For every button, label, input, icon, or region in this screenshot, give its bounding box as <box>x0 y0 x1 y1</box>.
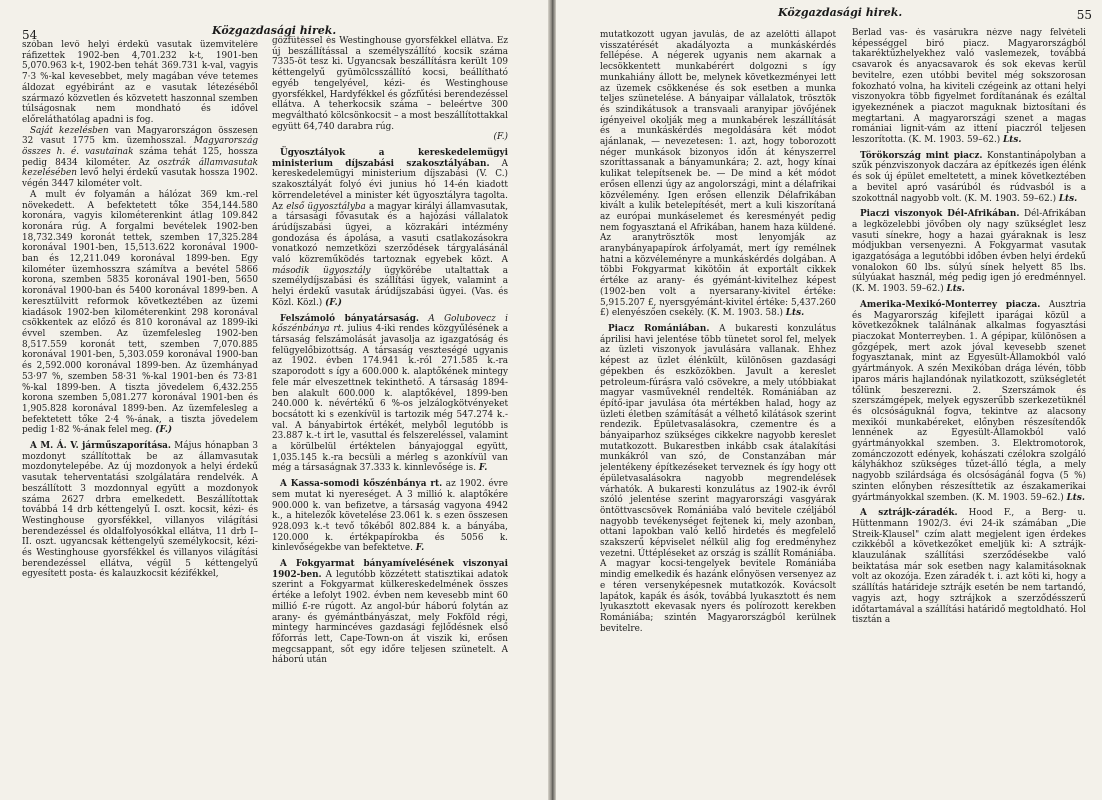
right-page-number: 55 <box>1076 8 1092 22</box>
paragraph: Piaczi viszonyok Dél-Afrikában. Dél-Afrikában a legközelebbi jövőben oly nagy szükséglet lesz vasuti sínekre, hogy a hazai gyáraknak is lesz módjukban versenyezni. A Fokgyarmat vasutak igazgatósága a legutóbbi időben évben helyi érdekű vonalokon 60 lbs. súlyú sínek helyett 85 lbs. súlyúakat használ, még pedig igen jó eredménnyel. (K. M. 1903. 59–62.) Lts. <box>852 209 1086 295</box>
left-page <box>0 0 548 800</box>
article <box>22 441 258 580</box>
article <box>852 151 1086 205</box>
article-title: Amerika-Mexikó-Monterrey piacza. <box>860 299 1041 310</box>
article <box>272 148 508 309</box>
article <box>272 314 508 475</box>
book-gutter <box>548 0 556 800</box>
paragraph: Amerika-Mexikó-Monterrey piacza. Ausztria és Magyarország kifejlett iparágai közül a következőknek találnának alkalmas fogyasztási piaczokat Monterreyben. 1. A gépipar, különösen a gőzgépek, mert azok jóval kevesebb szenet fogyasztanak, mint az Egyesült-Államokból való gyártmányok. A szén Mexikóban drága lévén, több iparos máris hajlandónak nyilatkozott, szükségletét tőlünk beszerezni. 2. Szerszámok és szerszámgépek, melyek egyszerűbb szerkezetüknél és olcsóságuknál fogva, tekintve az alacsony mexikói munkabéreket, előnyben részesítendők lennének az Egyesült-Államokból való gyártmányokkal szemben. 3. Elektromotorok, zománczozott edények, kohászati czélokra szolgáló kályhákhoz szükséges tűzet-álló tégla, a mely nagyobb szilárdsága és olcsóságánál fogva (5 %) szinten előnyben részesíttetik az északamerikai gyártmányokkal szemben. (K. M. 1903. 59–62.) Lts. <box>852 299 1086 503</box>
paragraph: Berlad vas- és vasárukra nézve nagy felvételi képességgel biró piacz. Magyarországból takaréktűzhelyekhez való vaslemezek, továbbá csavarok és anyacsavarok és sok ekevas kerül bevitelre, ezen utóbbi bevitel még sokszorosan fokozható volna, ha kiviteli czégeink az ottani helyi viszonyokra több figyelmet fordítanának és ezáltal igyekeznének a piaczot maguknak biztosítani és megtartani. A magyarországi szenet a magas romániai lignit-vám az ittení piaczról teljesen leszorította. (K. M. 1903. 59–62.) Lts. <box>852 28 1086 146</box>
article-title: A M. Á. V. járműszaporítása. <box>30 441 171 452</box>
right-column-1 <box>600 30 836 780</box>
article-title: Piacz Romániában. <box>608 323 710 334</box>
article-title: Törökország mint piacz. <box>860 150 983 161</box>
paragraph: A mult év folyamán a hálózat 369 km.-rel növekedett. A befektetett tőke 354,144.580 koronára, vagyis kilométerenkint átlag 109.842 koronára rúg. A forgalmi bevételek 1902-ben 18,732.349 koronát tettek, szemben 17,325.284 koronával 1901-ben, 15,513.622 koronával 1900-ban és 12,211.049 koronával 1899-ben. Egy kilométer üzemhosszra számítva a bevétel 5866 korona, szemben 5835 koronával 1901-ben, 5650 koronával 1900-ban és 5400 koronával 1899-ben. A keresztülvitt reformok következtében az üzemi kiadások 1902-ben kilométerenkint 298 koronával csökkentek az előző és 810 koronával az 1899-iki évvel szemben. Az üzemfelesleg 1902-ben 8,517.559 koronát tett, szemben 7,070.885 koronával 1901-ben, 5,303.059 koronával 1900-ban és 2,592.000 koronával 1899-ben. Az üzemhányad 53·97 %, szemben 58·31 %-kal 1901-ben és 73·81 %-kal 1899-ben. A tiszta jövedelem 6,432.255 korona szemben 5,081.277 koronával 1901-ben és 1,905.828 koronával 1899-ben. Az üzemfelesleg a befektetett tőke 2·4 %-ának, a tiszta jövedelem pedig 1·82 %-ának felel meg. (F.) <box>22 189 258 436</box>
article <box>852 508 1086 626</box>
right-page <box>556 0 1102 800</box>
paragraph: Törökország mint piacz. Konstantinápolyban a szűk pénzviszonyok daczára az építkezés igen élénk és sok új épület emeltetett, a minek következtében a bevitel apró vasárúból és rúdvasból is a szokottnál nagyobb volt. (K. M. 1903. 59–62.) Lts. <box>852 150 1086 204</box>
article-title: A sztrájk-záradék. <box>860 508 958 519</box>
left-page-number: 54 <box>22 28 38 42</box>
article-title: Felszámoló bányatársaság. <box>280 313 420 324</box>
paragraph: A M. Á. V. járműszaporítása. Május hónapban 3 mozdonyt szállítottak be az államvasutak mozdonytelepébe. Az új mozdonyok a helyi érdekű vasutak teherventatási szolgálatára rendelvék. A beszállított 3 mozdonnyal együtt a mozdonyok száma 2627 drbra emelkedett. Beszállítottak továbbá 14 drb kéttengelyű I. oszt. kocsit, kézi- és Westinghouse gyorsfékkel, villanyos világítási berendezéssel és oldalfolyosókkal ellátva, 11 drb I–II. oszt. ugyancsak kéttengelyű személykocsit, kézi- és Westinghouse gyorsfékkel és villanyos világítási berendezéssel ellátva, végül 5 kéttengelyű egyesített posta- és kalauzkocsit kézifékkel, <box>22 441 258 580</box>
article-title: A Fokgyarmat bányamívelésének viszonyai 1902-ben. <box>272 559 508 580</box>
article-title: A Kassa-somodi kőszénbánya rt. <box>280 479 443 490</box>
paragraph: A sztrájk-záradék. Hood F., a Berg- u. Hüttenmann 1902/3. évi 24-ik számában „Die Streik-Klausel" czím alatt megjelent igen érdekes czikkéből a következőket emeljük ki: A sztrájk-klauzulának szállítási szerződésekbe való beiktatása már sok esetben nagy kalamitásoknak volt az okozója. Ezen záradék t. i. azt köti ki, hogy a szállítás határideje sztrájk esetén be nem tartandó, vagyis azt, hogy sztrájkok a szerződésszerű időtartamával a szállítási határidő megtoldható. Hol tisztán a <box>852 508 1086 626</box>
paragraph: Piacz Romániában. A bukaresti konzulátus áprilisi havi jelentése több tünetet sorol fel, melyek az üzleti viszonyok javulására vallanak. Ehhez képest az üzlet élénkült, különösen gazdasági gépekben és eszközökben. Javult a kereslet petroleum-fúrásra való csövekre, a mely utóbbiakat magyar vasműveknél rendelték. Romániában az építő-ipar javulása óta mértékben halad, hogy az üzleti életben számítását a vélhető kilátások szerint rendezik. Épületvasalásokra, czementre és a bányaiparhoz szükséges cikkekre nagyobb kereslet mutatkozott. Bukarestben inkább csak átalakítási munkákról van szó, de Constanzában már jelentékeny építkezéseket terveznek és így hogy ott épületvasalásokra nagyobb megrendelések várhatók. A bukaresti konzulátus az 1902-ik évről szóló jelentése szerint magyarországi vasgyárak öntöttvascsövek Romániába való bevitele czéljából nagyobb tevékenységet fejtenek ki, mely azonban, ottani lapokban való kellő hirdetés és megfelelő szakszerű képviselet nélkül alig fog eredményhez vezetni. Úttépléseket az ország is szállít Romániába. A magyar kocsi-tengelyek bevitele Romániába mindig emelkedik és hazánk előnyösen versenyez az e téren versenyképesnek mutatkozók. Kovácsolt lapátok, kapák és ásók, továbbá lyukasztott és nem lyukasztott ekevasak nyers és polírozott kerekben Romániába; szintén Magyarországból kerülnek bevitelre. <box>600 323 836 634</box>
article <box>852 300 1086 503</box>
paragraph: Felszámoló bányatársaság. A Golubovecz i kőszénbánya rt. julius 4-iki rendes közgyűlésének a társaság felszámolását javasolja az igazgatóság és felügyelőbizottság. A társaság veszteségé ugyanis az 1902. évben 174.941 k.-ról 271.585 k.-ra szaporodott s így a 600.000 k. alaptőkének mintegy fele már elveszettnek tekinthető. A társaság 1894-ben alakult 600.000 k. alaptőkével, 1899-ben 240.000 k. névértékű 6 %-os jelzálogkötvényeket bocsátott ki s ezenkívül is tartozik még 547.274 k.-val. A bányabirtok értékét, melyből legutóbb is 23.887 k.-t irt le, vasuttal és felszereléssel, valamint a körülbelül értéktelen bányajoggal együtt, 1,035.145 k.-ra becsüli a mérleg s azonkívül van még a társaságnak 37.333 k. kinnlevősége is. F. <box>272 313 508 474</box>
article <box>272 479 508 554</box>
paragraph: A Fokgyarmat bányamívelésének viszonyai 1902-ben. A legutóbb közzétett statisztikai adatok szerint a Fokgyarmat külkereskedelmének összes értéke a lefolyt 1902. évben nem kevesebb mint 60 millió £-re rúgott. Az angol-búr háború folytán az arany- és gyémántbányászat, mely Fokföld régi, mintegy harmincéves gazdasági fejlődésnek első főforrás lett, Cape-Town-on át viszik ki, erősen megcsappant, sőt egy időre teljesen szünetelt. A háború után <box>272 559 508 666</box>
right-running-head: Közgazdasági hirek. <box>778 6 903 19</box>
paragraph: szóban levő helyi érdekű vasutak üzemvitelére ráfizettek 1902-ben 4,701.232 k-t, 1901-ben 5,070.963 k-t, 1902-ben tehát 369.731 k-val, vagyis 7·3 %-kal kevesebbet, mely magában véve tetemes áldozat egyébiránt az e vasutak létezéséből származó közvetlen és közvetett haszonnal szemben túlságosnak nem mondható és idővel előreláthatólag apadni is fog. <box>22 40 258 125</box>
left-column-2 <box>272 36 508 786</box>
article-title: Piaczi viszonyok Dél-Afrikában. <box>860 209 1020 220</box>
left-page-header <box>0 20 548 42</box>
left-running-head: Közgazdasági hirek. <box>212 24 337 37</box>
article <box>852 209 1086 295</box>
article <box>600 324 836 634</box>
paragraph: Ügyosztályok a kereskedelemügyi ministerium díjszabási szakosztályában. A kereskedelemügyi ministerium díjszabási (V. C.) szakosztályát folyó évi junius hó 14-én kiadott körrendeletével a minister két ügyosztályra tagolta. Az első ügyosztályba a magyar királyi államvasutak, a társasági fővasutak és a hajózási vállalatok árúdíjszabási ügyei, a közrakári intézmény gondozása és ápolása, a vasuti csatlakozásokra vonatkozó nemzetközi szerződések tárgyalásánál való közreműködés tartoznak egyebek közt. A második ügyosztály ügykörébe utaltattak a személydíjszabási és szállítási ügyek, valamint a helyi érdekű vasutak árúdíjszabási ügyei. (Vas. és Közl. Közl.) (F.) <box>272 148 508 308</box>
paragraph: mutatkozott ugyan javulás, de az azelőtti állapot visszatérését akadályozta a munkáskérdés fellépése. A négerek ugyanis nem akarnak a lecsökkentett munkabérért dolgozni s így munkahiány állott be, melynek következményei lett az üzemek csökkenése és sok esetben a munka teljes szünetelése. A bányaipar vállalatok, trösztök és szindikátusok a transvaali aranyipar jövőjének igényeivel okolják meg a munkabérek leszállítását és a munkáskérdés megoldására két módot ajánlanak, — nevezetesen: 1. azt, hogy toborozott néger munkások bizonyos időn át kényszerrel szoríttassanak a bányamunkára; 2. azt, hogy kínai kulikat telepítsenek be. — De mind a két módot erősen ellenzi úgy az angolországi, mint a délafrikai közvélemény. Igen erősen ellenzik Délafrikában kivált a kulik betelepítését, mert a kuli kiszorítaná az európai munkáselemet és keresményét pedig nem fogyasztaná el Afrikában, hanem haza küldené. Az aranytrösztök most lenyomják az aranybányapapírok árfolyamát, mert így remélnek hatni a közvéleményre a munkáskérdés dolgában. A többi Fokgyarmat kikötőin át exportált cikkek értéke az arany- és gyémánt-kivitelhez képest (1902-ben volt a nyersarany-kivitel értéke: 5,915.207 £, nyersgyémánt-kivitel értéke: 5,437.260 £) elenyészően csekély. (K. M. 1903. 58.) Lts. <box>600 30 836 319</box>
article <box>272 559 508 666</box>
right-column-2 <box>852 28 1086 778</box>
paragraph: Saját kezelésben van Magyarországon összesen 32 vasut 1775 km. üzemhosszal. Magyarország összes h. é. vasutainak száma tehát 125, hossza pedig 8434 kilométer. Az osztrák államvasutak kezelésében levő helyi érdekű vasutak hossza 1902. végén 3447 kilométer volt. <box>22 125 258 190</box>
left-column-1 <box>22 40 258 790</box>
article-title: Ügyosztályok a kereskedelemügyi ministerium díjszabási szakosztályában. <box>272 148 508 169</box>
paragraph: gőzfűtéssel és Westinghouse gyorsfékkel ellátva. Ez új beszállítással a személyszállító kocsik száma 7335-öt tesz ki. Ugyancsak beszállításra került 109 kéttengelyű gyümölcsszállító kocsi, beállítható egyéb tengelyével, kézi- és Westinghouse gyorsfékkel, Hardyfékkel és gőzfűtési berendezéssel ellátva. A teherkocsik száma – beleértve 300 megváltható kölcsönkocsit – a most beszállítottakkal együtt 64,740 darabra rúg. (F.) <box>272 36 508 143</box>
paragraph: A Kassa-somodi kőszénbánya rt. az 1902. évre sem mutat ki nyereséget. A 3 millió k. alaptőkére 900.000 k. van befizetve, a társaság vagyona 4942 k., a hitelezők követelése 23.061 k. s ezen összesen 928.093 k.-t tevő tőkéből 802.884 k. a bányába, 120.000 k. értékpapírokba és 5056 k. kinlevőségekbe van befektetve. F. <box>272 479 508 554</box>
